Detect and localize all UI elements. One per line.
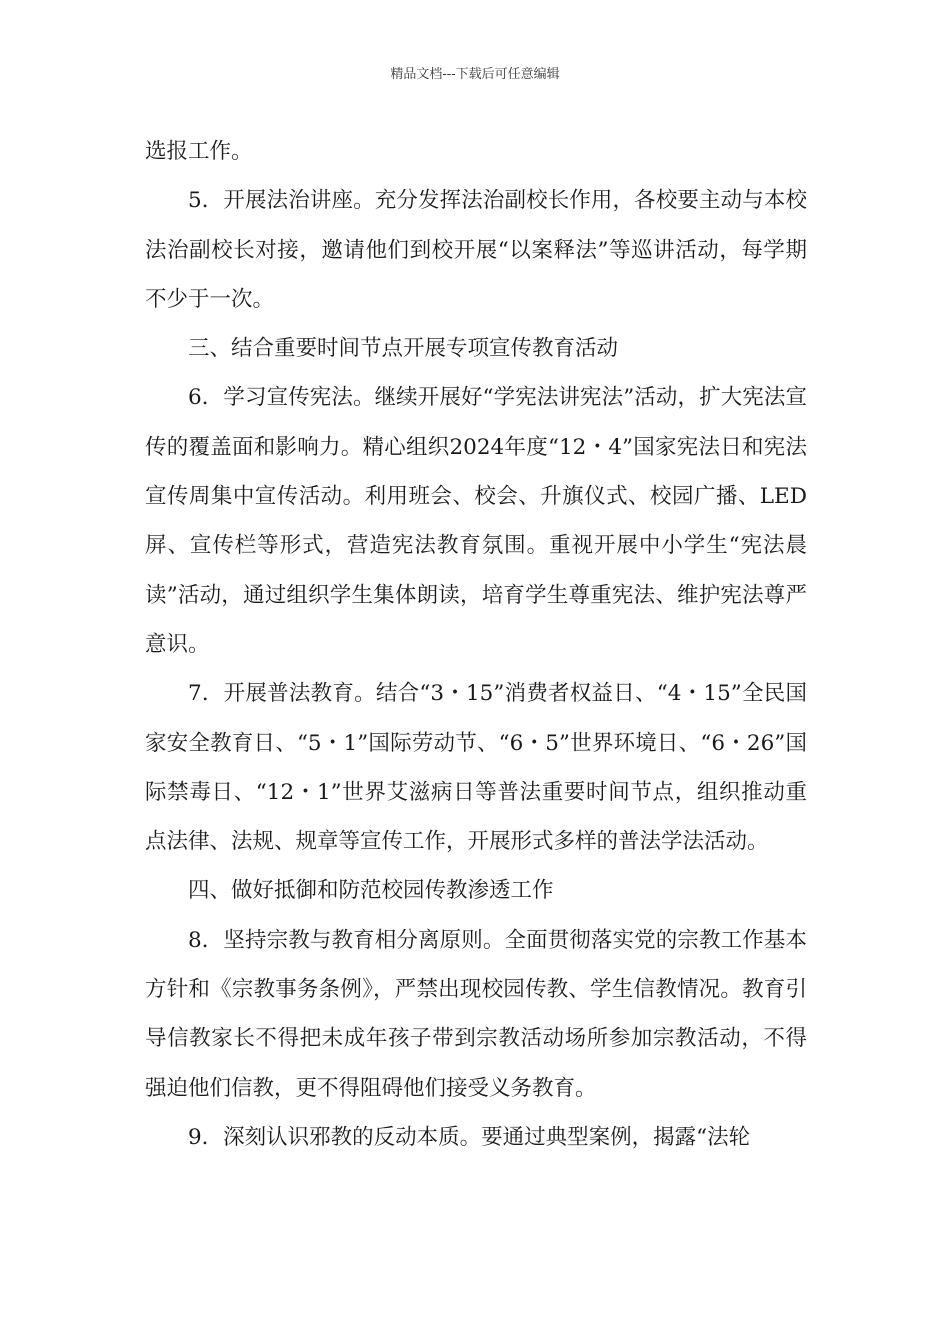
paragraph-item-8: 8．坚持宗教与教育相分离原则。全面贯彻落实党的宗教工作基本方针和《宗教事务条例》，严禁出现校园传教、学生信教情况。教育引导信教家长不得把未成年孩子带到宗教活动场所参加宗教活动，不得强迫他们信教，更不得阻碍他们接受义务教育。 xyxy=(145,927,807,1101)
document-body xyxy=(145,127,807,1162)
paragraph-item-5: 5．开展法治讲座。充分发挥法治副校长作用，各校要主动与本校法治副校长对接，邀请他们到校开展“以案释法”等巡讲活动，每学期不少于一次。 xyxy=(145,188,807,312)
paragraph-continuation: 选报工作。 xyxy=(145,139,253,164)
paragraph-item-9: 9．深刻认识邪教的反动本质。要通过典型案例，揭露“法轮 xyxy=(188,1124,751,1150)
page-header: 精品文档---下载后可任意编辑 xyxy=(390,67,560,82)
section-heading-4: 四、做好抵御和防范校园传教渗透工作 xyxy=(188,878,554,904)
section-heading-3: 三、结合重要时间节点开展专项宣传教育活动 xyxy=(188,336,619,362)
paragraph-item-6: 6．学习宣传宪法。继续开展好“学宪法讲宪法”活动，扩大宪法宣传的覆盖面和影响力。精心组织2024年度“12・4”国家宪法日和宪法宣传周集中宣传活动。利用班会、校会、升旗仪式、校园广播、LED屏、宣传栏等形式，营造宪法教育氛围。重视开展中小学生“宪法晨读”活动，通过组织学生集体朗读，培育学生尊重宪法、维护宪法尊严意识。 xyxy=(145,385,807,657)
paragraph-item-7: 7．开展普法教育。结合“3・15”消费者权益日、“4・15”全民国家安全教育日、“5・1”国际劳动节、“6・5”世界环境日、“6・26”国际禁毒日、“12・1”世界艾滋病日等普法重要时间节点，组织推动重点法律、法规、规章等宣传工作，开展形式多样的普法学法活动。 xyxy=(145,681,807,855)
